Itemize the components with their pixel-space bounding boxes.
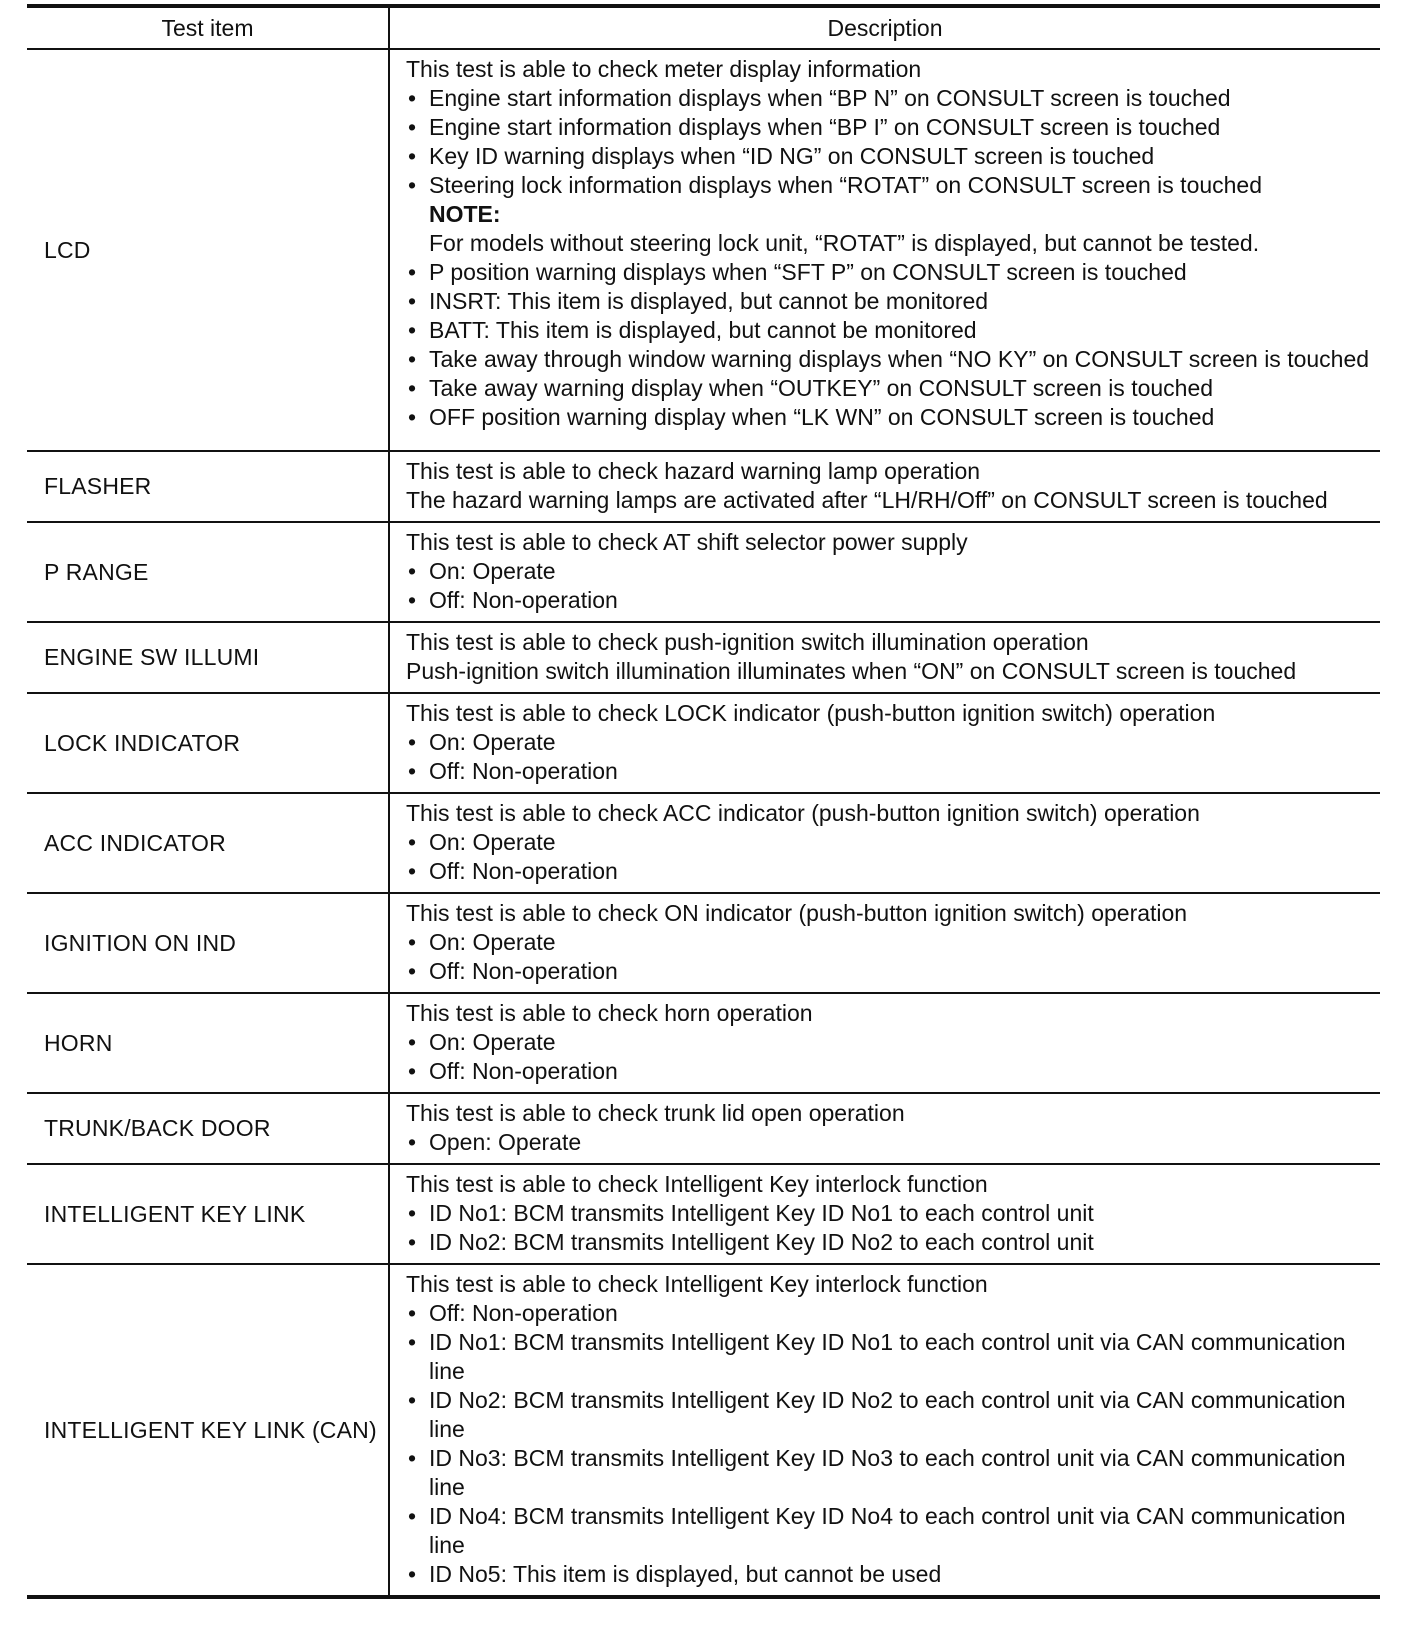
description-text: This test is able to check trunk lid open operation bbox=[406, 1100, 905, 1126]
description-text: Push-ignition switch illumination illuminates when “ON” on CONSULT screen is touched bbox=[406, 658, 1297, 684]
description-text: This test is able to check meter display information bbox=[406, 56, 922, 82]
test-item-cell: LOCK INDICATOR bbox=[27, 693, 389, 793]
test-item-cell: LCD bbox=[27, 49, 389, 451]
table-row bbox=[27, 622, 1380, 693]
bullet-item: • On: Operate bbox=[406, 928, 1370, 957]
test-item-cell: TRUNK/BACK DOOR bbox=[27, 1093, 389, 1164]
description-text: This test is able to check ACC indicator (push-button ignition switch) operation bbox=[406, 800, 1200, 826]
bullet-item: • On: Operate bbox=[406, 728, 1370, 757]
bullet-item: • OFF position warning display when “LK WN” on CONSULT screen is touched bbox=[406, 403, 1370, 432]
table-row bbox=[27, 451, 1380, 522]
bullet-item: • Key ID warning displays when “ID NG” on CONSULT screen is touched bbox=[406, 142, 1370, 171]
description-cell bbox=[389, 49, 1380, 451]
bullet-item: • Engine start information displays when “BP I” on CONSULT screen is touched bbox=[406, 113, 1370, 142]
table-row bbox=[27, 522, 1380, 622]
description-text: This test is able to check AT shift selector power supply bbox=[406, 529, 968, 555]
table-header bbox=[27, 6, 1380, 49]
table-row bbox=[27, 49, 1380, 451]
description-text: The hazard warning lamps are activated after “LH/RH/Off” on CONSULT screen is touched bbox=[406, 487, 1328, 513]
description-cell bbox=[389, 1093, 1380, 1164]
bullet-item: • Off: Non-operation bbox=[406, 1057, 1370, 1086]
bullet-item: • P position warning displays when “SFT P” on CONSULT screen is touched bbox=[406, 258, 1370, 287]
bullet-item: • ID No1: BCM transmits Intelligent Key ID No1 to each control unit via CAN communication line bbox=[406, 1328, 1370, 1386]
table-row bbox=[27, 993, 1380, 1093]
bullet-item: • On: Operate bbox=[406, 557, 1370, 586]
bullet-item: • ID No4: BCM transmits Intelligent Key ID No4 to each control unit via CAN communication line bbox=[406, 1502, 1370, 1560]
bullet-item: • On: Operate bbox=[406, 1028, 1370, 1057]
test-item-cell: IGNITION ON IND bbox=[27, 893, 389, 993]
description-text: This test is able to check Intelligent Key interlock function bbox=[406, 1271, 988, 1297]
test-item-table bbox=[27, 4, 1380, 1599]
table-row bbox=[27, 1093, 1380, 1164]
table-row bbox=[27, 793, 1380, 893]
bullet-item: • ID No5: This item is displayed, but cannot be used bbox=[406, 1560, 1370, 1589]
description-cell bbox=[389, 451, 1380, 522]
table-row bbox=[27, 1264, 1380, 1597]
test-item-cell: ACC INDICATOR bbox=[27, 793, 389, 893]
description-cell bbox=[389, 1264, 1380, 1597]
bullet-item: • ID No2: BCM transmits Intelligent Key ID No2 to each control unit via CAN communication line bbox=[406, 1386, 1370, 1444]
note-text: For models without steering lock unit, “ROTAT” is displayed, but cannot be tested. bbox=[429, 230, 1260, 256]
bullet-item: • ID No1: BCM transmits Intelligent Key ID No1 to each control unit bbox=[406, 1199, 1370, 1228]
test-item-cell: HORN bbox=[27, 993, 389, 1093]
bullet-item: • ID No3: BCM transmits Intelligent Key ID No3 to each control unit via CAN communication line bbox=[406, 1444, 1370, 1502]
test-item-cell: FLASHER bbox=[27, 451, 389, 522]
note-label: NOTE: bbox=[429, 201, 501, 227]
bullet-item: • Off: Non-operation bbox=[406, 757, 1370, 786]
test-item-cell: INTELLIGENT KEY LINK bbox=[27, 1164, 389, 1264]
bullet-item: • ID No2: BCM transmits Intelligent Key ID No2 to each control unit bbox=[406, 1228, 1370, 1257]
bullet-item: • INSRT: This item is displayed, but cannot be monitored bbox=[406, 287, 1370, 316]
bullet-item: • Off: Non-operation bbox=[406, 857, 1370, 886]
table-body bbox=[27, 49, 1380, 1597]
bullet-item: • Open: Operate bbox=[406, 1128, 1370, 1157]
bullet-item: • Off: Non-operation bbox=[406, 586, 1370, 615]
bullet-item: • Off: Non-operation bbox=[406, 957, 1370, 986]
description-cell bbox=[389, 793, 1380, 893]
table-row bbox=[27, 1164, 1380, 1264]
table-row bbox=[27, 893, 1380, 993]
header-description: Description bbox=[389, 6, 1380, 49]
description-cell bbox=[389, 993, 1380, 1093]
table-row bbox=[27, 693, 1380, 793]
bullet-item: • On: Operate bbox=[406, 828, 1370, 857]
description-text: This test is able to check horn operation bbox=[406, 1000, 813, 1026]
bullet-item: • Take away warning display when “OUTKEY” on CONSULT screen is touched bbox=[406, 374, 1370, 403]
bullet-item: • Off: Non-operation bbox=[406, 1299, 1370, 1328]
header-row bbox=[27, 6, 1380, 49]
description-text: This test is able to check push-ignition switch illumination operation bbox=[406, 629, 1089, 655]
bullet-item: • Engine start information displays when “BP N” on CONSULT screen is touched bbox=[406, 84, 1370, 113]
description-text: This test is able to check hazard warning lamp operation bbox=[406, 458, 981, 484]
header-test-item: Test item bbox=[27, 6, 389, 49]
description-text: This test is able to check Intelligent Key interlock function bbox=[406, 1171, 988, 1197]
test-item-cell: INTELLIGENT KEY LINK (CAN) bbox=[27, 1264, 389, 1597]
description-cell bbox=[389, 622, 1380, 693]
test-item-cell: ENGINE SW ILLUMI bbox=[27, 622, 389, 693]
description-text: This test is able to check ON indicator (push-button ignition switch) operation bbox=[406, 900, 1188, 926]
test-item-cell: P RANGE bbox=[27, 522, 389, 622]
description-cell bbox=[389, 693, 1380, 793]
description-cell bbox=[389, 893, 1380, 993]
bullet-item: • Steering lock information displays when “ROTAT” on CONSULT screen is touched bbox=[406, 171, 1370, 200]
description-cell bbox=[389, 1164, 1380, 1264]
bullet-item: • BATT: This item is displayed, but cannot be monitored bbox=[406, 316, 1370, 345]
description-cell bbox=[389, 522, 1380, 622]
bullet-item: • Take away through window warning displays when “NO KY” on CONSULT screen is touched bbox=[406, 345, 1370, 374]
description-text: This test is able to check LOCK indicator (push-button ignition switch) operation bbox=[406, 700, 1216, 726]
